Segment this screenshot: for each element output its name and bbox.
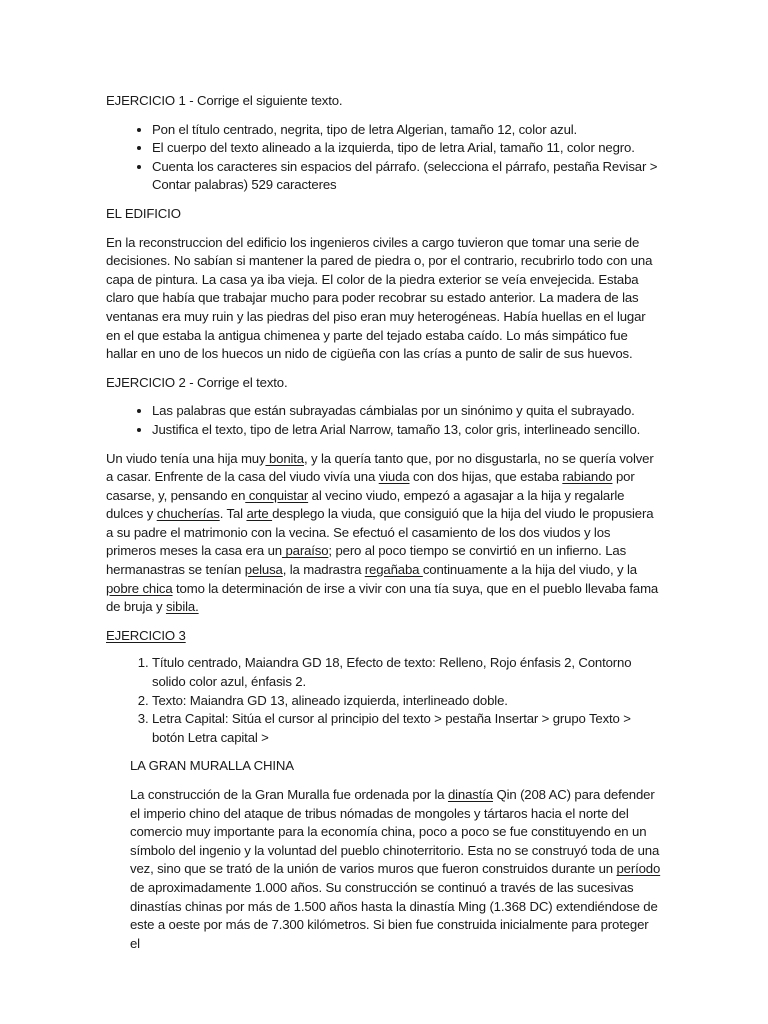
exercise-3-title — [106, 627, 662, 646]
instruction-item: • Justifica el texto, tipo de letra Arial Narrow, tamaño 13, color gris, interlineado sencillo. — [152, 421, 662, 440]
instruction-item: 3. Letra Capital: Sitúa el cursor al principio del texto > pestaña Insertar > grupo Texto > botón Letra capital > — [152, 710, 662, 747]
exercise-2-title: EJERCICIO 2 - Corrige el texto. — [106, 374, 288, 390]
underlined-word: pobre chica — [106, 580, 173, 596]
underlined-word: viuda — [378, 469, 410, 485]
exercise-3-instructions — [106, 654, 662, 747]
text-run: desplego la viuda, que consiguió que la hija del viudo le propusiera a su padre el matrimonio con la vecina. Se efectuó el casamiento de los dos viudos y los primeros meses la casa era un — [106, 506, 654, 559]
exercise-2-instructions — [106, 402, 662, 439]
exercise-1-instructions — [106, 121, 662, 195]
underlined-word: pelusa — [244, 562, 283, 578]
underlined-word: sibila. — [165, 599, 199, 615]
text-run: continuamente a la hija del viudo, y la — [422, 562, 637, 578]
text-run: . Tal — [219, 506, 247, 522]
underlined-word: chucherías — [156, 506, 220, 522]
text-run: de aproximadamente 1.000 años. Su construcción se continuó a través de las sucesivas dinastías chinas por más de 1.500 años hasta la dinastía Ming (1.368 DC) extendiéndose de este a oeste por más de 7.300 kilómetros. Si bien fue construida inicialmente para proteger el — [130, 879, 658, 951]
text-run: ; pero al poco tiempo se convirtió en un infierno. Las hermanastras se tenían — [106, 543, 627, 578]
underlined-word: rabiando — [562, 469, 613, 485]
exercise-1-title: EJERCICIO 1 - Corrige el siguiente texto. — [106, 93, 343, 108]
text-run: Qin (208 AC) para defender el imperio chino del ataque de tribus nómadas de mongoles y tártaros hacia el norte del comercio muy importante para la economía china, poco a poco se fue constituyendo en un símbolo del ingenio y la voluntad del pueblo chinoterritorio. Esta no se construyó toda de una vez, sino que se trató de la unión de varios muros que fueron construidos durante un — [130, 787, 660, 877]
text-run: al vecino viudo, empezó a agasajar a la hija y regalarle dulces y — [106, 487, 625, 522]
text-run: , la madrastra — [282, 562, 365, 578]
edificio-heading: EL EDIFICIO — [106, 205, 181, 221]
underlined-word: regañaba — [364, 562, 423, 578]
underlined-word: paraíso — [281, 543, 329, 559]
text-run: Un viudo tenía una hija muy — [106, 450, 266, 466]
underlined-word: bonita — [265, 450, 304, 466]
instruction-item: • Las palabras que están subrayadas cámbialas por un sinónimo y quita el subrayado. — [152, 402, 662, 421]
instruction-item: 2. Texto: Maiandra GD 13, alineado izquierda, interlineado doble. — [152, 692, 662, 711]
text-run: tomo la determinación de irse a vivir con una tía suya, que en el pueblo llevaba fama de bruja y — [106, 580, 659, 615]
muralla-heading: LA GRAN MURALLA CHINA — [130, 758, 294, 774]
text-run: La construcción de la Gran Muralla fue ordenada por la — [130, 787, 448, 802]
text-run: , y la quería tanto que, por no disgustarla, no se quería volver a casar. Enfrente de la casa del viudo vivía una — [106, 450, 654, 485]
underlined-word: período — [616, 861, 661, 877]
edificio-paragraph: En la reconstruccion del edificio los ingenieros civiles a cargo tuvieron que tomar una serie de decisiones. No sabían si mantener la pared de piedra o, por el contrario, recubrirlo todo con una capa de pintura. La casa ya iba vieja. El color de la piedra exterior se veía envejecida. Estaba claro que había que trabajar mucho para poder recobrar su estado anterior. La madera de las ventanas era muy ruin y las piedras del piso eran muy heterogéneas. Había huellas en el lugar en el que estaba la antigua chimenea y parte del tejado estaba caído. Lo más simpático fue hallar en uno de los huecos un nido de cigüeña con las crías a punto de salir de sus huevos. — [106, 234, 653, 362]
instruction-item: 1. Título centrado, Maiandra GD 18, Efecto de texto: Relleno, Rojo énfasis 2, Contorno solido color azul, énfasis 2. — [152, 654, 662, 691]
text-run: por casarse, y, pensando en — [106, 469, 635, 503]
text-run: con dos hijas, que estaba — [409, 469, 563, 485]
exercise-3-title-text: EJERCICIO 3 — [106, 627, 186, 643]
underlined-word: arte — [246, 506, 273, 522]
underlined-word: conquistar — [245, 487, 309, 503]
instruction-item: • Cuenta los caracteres sin espacios del párrafo. (selecciona el párrafo, pestaña Revisar > Contar palabras) 529 caracteres — [152, 158, 662, 195]
instruction-item: • El cuerpo del texto alineado a la izquierda, tipo de letra Arial, tamaño 11, color negro. — [152, 139, 662, 158]
viudo-paragraph — [106, 450, 662, 617]
instruction-item: • Pon el título centrado, negrita, tipo de letra Algerian, tamaño 12, color azul. — [152, 121, 662, 140]
muralla-paragraph — [130, 786, 662, 953]
document-page — [106, 92, 662, 963]
underlined-word: dinastía — [447, 787, 493, 802]
